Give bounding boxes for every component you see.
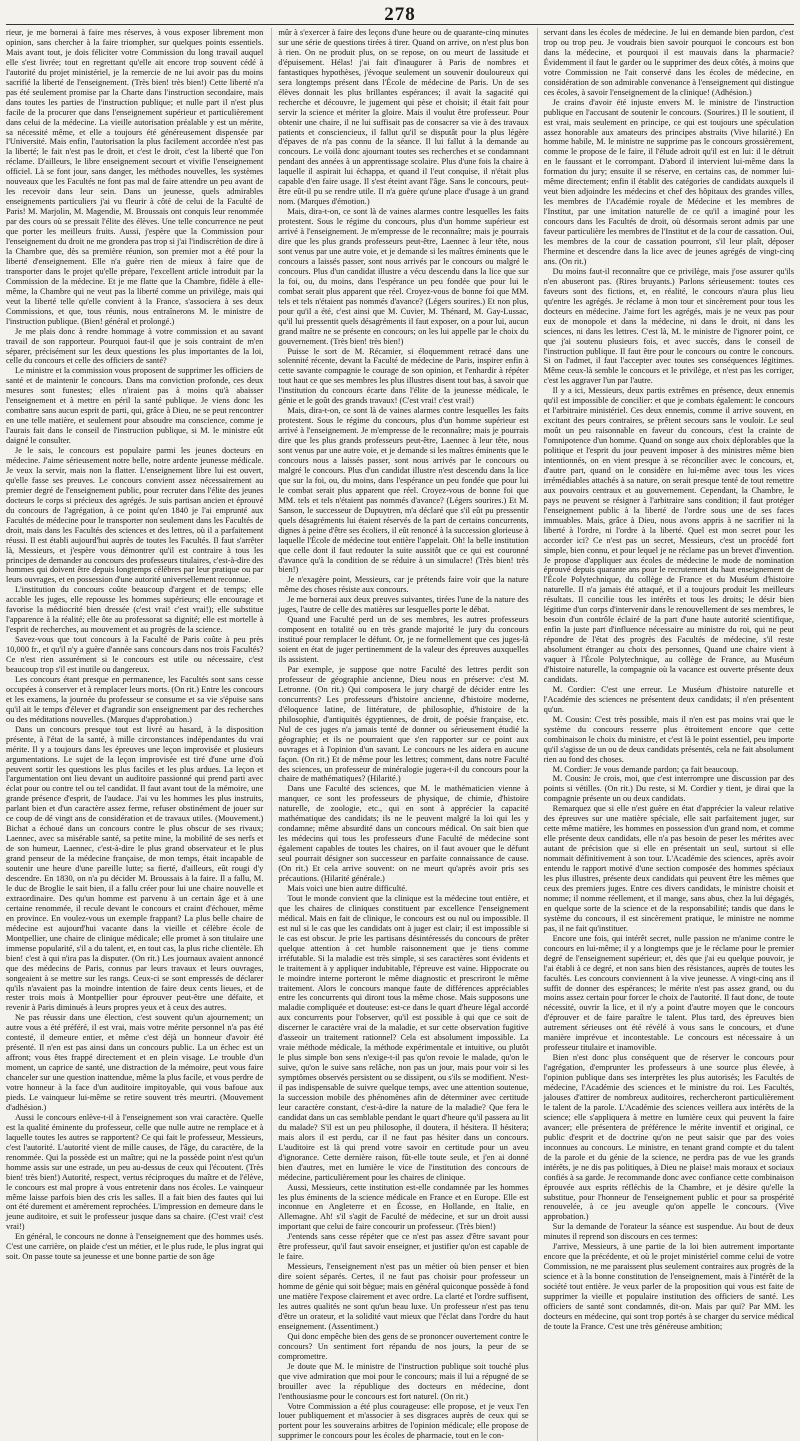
- paragraph: M. Cordier: C'est une erreur. Le Muséum d'histoire naturelle et l'Académie des sciences ne présentent deux candidats; il n'en présentent qu'un.: [543, 684, 794, 714]
- paragraph: Je le sais, le concours est populaire parmi les jeunes docteurs en médecine. J'aime sérieusement notre belle, notre ardente jeunesse médicale. Je veux la servir, mais non la flatter. L'enseignement libre lui est ouvert, qu'elle fasse ses preuves. Le concours convient assez nécessairement au premier degré de l'enseignement public, pour recruter dans l'élite des jeunes docteurs le corps si précieux des agrégés. Je suis partisan ancien et éprouvé du concours de l'agrégation, à ce point qu'en 1840 je l'ai emprunté aux Facultés de médecine pour le transporter non seulement dans les Facultés de droit, mais dans les Facultés des sciences et des lettres, où il a parfaitement réussi. Il est établi aujourd'hui auprès de toutes les Facultés. Il faut s'arrêter là, Messieurs, et j'espère vous démontrer qu'il est contraire à tous les principes de demander au concours des professeurs titulaires, c'est-à-dire des hommes qui doivent être depuis longtemps célèbres par leur pratique ou par leurs ouvrages, et en possession d'une autorité universellement reconnue.: [6, 446, 264, 585]
- paragraph: Messieurs, l'enseignement n'est pas un métier où bien penser et bien dire soient séparés. Certes, il ne faut pas choisir pour professeur un homme de génie qui soit bègue; mais en général quiconque possède à fond une matière l'expose clairement et avec ordre. La clarté et l'ordre suffisent, les autres qualités ne sont qu'un beau luxe. Un professeur n'est pas tenu d'être un orateur, et la solidité vaut mieux que l'éclat dans l'ordre du haut enseignement. (Assentiment.): [278, 1262, 529, 1331]
- paragraph: Du moins faut-il reconnaître que ce privilège, mais j'ose assurer qu'ils n'en abuseront pas. (Rires bruyants.) Parlons sérieusement: toutes ces faveurs sont des fictions, et, en réalité, le concours n'aura plus lieu qu'entre les agrégés. Je réclame à mon tour et sincèrement pour tous les docteurs en médecine. J'aime fort les agrégés, mais je ne veux pas pour eux de monopole et dans la médecine, ni dans le droit, ni dans les sciences, ni dans les lettres. C'est là, M. le ministre de l'ignorer point, ce que j'ai soutenu plusieurs fois, et avec succès, dans le conseil de l'instruction publique. Il faut être pour le concours ou contre le concours. Si on l'admet, il faut l'accepter avec toutes ses conséquences légitimes. Même ceux-là semble le concours et le privilège, et n'est pas les corriger, c'est les aggraver l'un par l'autre.: [543, 266, 794, 386]
- paragraph: Dans un concours presque tout est livré au hasard, à la disposition présente, à l'état de la santé, à mille circonstances indépendantes du vrai mérite. Il y a toujours dans les épreuves une leçon improvisée et plusieurs argumentations. Le sujet de la leçon improvisée est tiré d'une urne d'où peuvent sortir les questions les plus faciles et les plus ardues. La leçon et l'argumentation ont lieu devant un auditoire passionné qui prend parti avec éclat pour ou contre tel ou tel candidat. Il faut avant tout de la mémoire, une grande présence d'esprit, de l'audace. J'ai vu les hommes les plus instruits, parlant bien et d'un caractère assez ferme, refuser obstinément de jouer sur ce coup de dé vingt ans de considération et de travaux utiles. (Mouvement.) Bichat a échoué dans un concours contre le plus obscur de ses rivaux; Laennec, avec sa misérable santé, sa petite mine, la mobilité de ses nerfs et de son humeur, Laennec, c'est-à-dire le plus grand observateur et le plus grand penseur de la médecine française, de mon temps, était incapable de soutenir une heure d'une pareille lutte; sa fierté, d'ailleurs, eût rougi d'y descendre. En 1830, on n'a pu décider M. Broussais à la faire. Il a fallu, M. le duc de Broglie le sait bien, il a fallu créer pour lui une chaire nouvelle et extraordinaire. Des qu'un homme est parvenu à un certain âge et à une certaine renommée, il recule devant le concours et craint d'échouer, même en province. En voulez-vous un exemple frappant? La plus belle chaire de médecine est aujourd'hui vacante dans la vieille et célèbre école de Montpellier, une chaire de clinique médicale; elle promet à son titulaire une immense popularité, s'il a du talent, et, en tout cas, la plus riche clientèle. Eh bien! c'est à qui n'ira pas la disputer. (On rit.) Les journaux avaient annoncé que des médecins de Paris, connus par leurs travaux et leurs ouvrages, songeaient à se mettre sur les rangs. Ceux-ci se sont empressés de déclarer qu'ils n'avaient pas la moindre intention de faire deux cents lieues, et de rester trois mois à Montpellier pour éprouver peut-être une défaite, et revenir à Paris diminués à leurs propres yeux et à ceux des autres.: [6, 724, 264, 1013]
- paragraph: Qui donc empêche bien des gens de se prononcer ouvertement contre le concours? Un sentiment fort répandu de nos jours, la peur de se compromettre.: [278, 1331, 529, 1361]
- text-columns: [6, 28, 794, 1441]
- paragraph: En général, le concours ne donne à l'enseignement que des hommes usés. C'est une carrière, on plaide c'est un métier, et le plus rude, le plus ingrat qui soit. On passe toute sa jeunesse et une bonne partie de son âge: [6, 1232, 264, 1262]
- paragraph: Ne pas réussir dans une élection, c'est souvent qu'un ajournement; un autre vous a été préféré, il est vrai, mais votre mérite personnel n'a pas été contesté, il demeure entier, et même c'est déjà un honneur d'avoir été présenté. Il n'en est pas ainsi dans un concours public. La un échec est un affront; vous êtes frappé directement et en plein visage. Le trouble d'un moment, un caprice de santé, une distraction de la mémoire, peut vous faire chanceler sur une question inattendue, même la plus facile, et vous perdre de votre honneur à la face d'un auditoire impitoyable, qui vous bafoue aux pieds. Le vainqueur lui-même se retire souvent très meurtri. (Mouvement d'adhésion.): [6, 1013, 264, 1112]
- paragraph: Mais, dira-t-on, ce sont là de vaines alarmes contre lesquelles les faits protestent. Sous le régime du concours, plus d'un homme supérieur est arrivé à l'enseignement. Je m'empresse de le reconnaître; mais je pourrais dire que les plus grands professeurs peut-être, Laennec à leur tête, nous sont venus par une autre voie, et je demande si les maîtres éminents que le concours a laissés passer, sont nous arrivés par le concours ou malgré le concours. Plus d'un candidat illustre a vécu descendu dans la lice que sur la foi, ou, du moins, dans l'espérance un peu fondée que pour lui le combat serait plus apparent que réel. Croyez-vous de bonne foi que MM. tels et tels n'étaient pas nommés d'avance? (Légers sourires.) Et non plus, pour qu'il a été, c'est ainsi que M. Cuvier, M. Thénard, M. Gay-Lussac, qu'il lui pressentit quels désagréments il faut exposer, on a pour lui, aucun grand maître ne se présente en concours; on les lui appelle par le choix du gouvernement. (Très bien! très bien!): [278, 207, 529, 346]
- paragraph: Savez-vous que tout concours à la Faculté de Paris coûte à peu près 10,000 fr., et qu'il n'y a guère d'année sans concours dans nos trois Facultés? Ce n'est rien assurément si le concours est utile ou nécessaire, c'est beaucoup trop s'il est inutile ou dangereux.: [6, 635, 264, 674]
- paragraph: Aussi, Messieurs, cette institution est-elle condamnée par les hommes les plus éminents de la science médicale en France et en Europe. Elle est inconnue en Angleterre et en Écosse, en Hollande, en Italie, en Allemagne. Ah! s'il s'agit de Faculté de médecine, et sur un droit aussi important que celui de faire concourir un professeur. (Très bien!): [278, 1182, 529, 1232]
- paragraph: Tout le monde convient que la clinique est la médecine tout entière, et que les chaires de cliniques constituent par excellence l'enseignement médical. Mais en fait de clinique, le concours est ou nul ou impossible. Il est nul si le cas que les candidats ont à juger est clair; il est impossible si le cas est obscur. Je prie les partisans désintéressés du concours de prêter quelque attention à cet humble raisonnement que je tiens comme irréfutable. Si la maladie est très simple, si ses caractères sont évidents et le traitement à y appliquer indubitable, l'épreuve est vaine. Hippocrate ou le moindre interne porteront le même diagnostic et prescriront le même traitement. Alors le concours manque faute de différences appréciables entre les concurrents qui diront tous la même chose. Mais supposons une maladie compliquée et douteuse: est-ce dans le quart d'heure légal accordé aux concurrents pour l'observer, qu'il est possible à qui que ce soit de discerner le caractère vrai de la maladie, et sur cette observation fugitive d'asseoir un traitement rationnel? Cela est absolument impossible. La vraie méthode médicale, la méthode expérimentale et intuitive, ou plutôt le plus simple bon sens n'exige-t-il pas qu'on revoie le malade, qu'on le suive, qu'on le suive sans relâche, non pas un jour, mais pour voir si les symptômes observés persistent ou se dissipent, ou s'ils se modifient. N'est-il pas indispensable de suivre quelque temps, avec une attention soutenue, la succession mobile des phénomènes afin de déterminer avec certitude leur caractère constant, c'est-à-dire la nature de la maladie? Que fera le candidat dans un cas semblable pendant le quart d'heure qu'il passera au lit du malade? S'il est un peu philosophe, il doutera, il hésitera. Il hésitera; mais alors il est perdu, car il ne faut pas hésiter dans un concours. L'auditoire est là qui prend votre savoir en certitude pour un aveu d'ignorance. Cette dernière raison, fût-elle toute seule, et j'en ai donné bien d'autres, met en lumière le vice de l'institution des concours de médecine, particulièrement pour les chaires de clinique.: [278, 893, 529, 1182]
- header-rule: [6, 24, 794, 25]
- paragraph: Puisse le sort de M. Récamier, si éloquemment retracé dans une solennité récente, devant la Faculté de médecine de Paris, inspirer enfin à cette savante compagnie le courage de son opinion, et l'enhardir à répéter tout haut ce que ses membres les plus illustres disent tout bas, à savoir que l'institution du concours écarte dans l'élite de la jeunesse médicale, le génie et le goût des grands travaux! (C'est vrai! c'est vrai!): [278, 346, 529, 406]
- paragraph: Par exemple, je suppose que notre Faculté des lettres perdit son professeur de géographie ancienne, Dieu nous en préserve: c'est M. Letronne. (On rit.) Qui composera le jury chargé de décider entre les concurrents? Les professeurs d'histoire ancienne, d'histoire moderne, d'éloquence latine, de littérature, de philosophie, d'histoire de la philosophie, d'antiquités égyptiennes, de droit, de poésie française, etc. Nul de ces juges n'a jamais tenté de donner ou sérieusement étudié la géographie; et ils ne pourraient que s'en rapporter sur ce point aux ouvrages et à l'opinion d'un savant. Le concours ne les aidera en aucune façon. (On rit.) Et de même pour les lettres; comment, dans notre Faculté des sciences, un professeur de minéralogie jugera-t-il du concours pour la chaire de mathématiques? (Hilarité.): [278, 665, 529, 784]
- paragraph: Je doute que M. le ministre de l'instruction publique soit touché plus que vive admiration que moi pour le concours; mais il lui a répugné de se brouiller avec la république des docteurs en médecine, dont l'enthousiasme pour le concours est fort naturel. (On rit.): [278, 1361, 529, 1401]
- paragraph: Encore une fois, qui intérêt secret, nulle passion ne m'anime contre le concours en lui-même; il y a longtemps que je le réclame pour le premier degré de l'enseignement supérieur; et, dès que j'ai eu quelque pouvoir, je l'ai établi à ce degré, et non sans bien des résistances, auprès de toutes les facultés. Les concours conviennent à la vive jeunesse. A vingt-cinq ans il suffit de donner des espérances; le mérite n'est pas assez grand, ou du moins assez certain pour forcer le choix de l'autorité. Il faut donc, de toute nécessité, ouvrir la lice, et il n'y a point d'autre moyen que le concours d'éprouver et de faire paraître le talent. Plus tard, des épreuves bien autrement sérieuses ont été révélé à vous sans le concours, et d'une manière imprévue et incontestable. Le concours est nécessaire à un professeur titulaire et inamovible.: [543, 933, 794, 1053]
- paragraph: M. Cousin: Je crois, moi, que c'est interrompre une discussion par des points si vétilles. (On rit.) Du reste, si M. Cordier y tient, je dirai que la compagnie présente un ou deux candidats.: [543, 774, 794, 804]
- paragraph: Dans une Faculté des sciences, que M. le mathématicien vienne à manquer, ce sont les professeurs de physique, de chimie, d'histoire naturelle, de zoologie, etc., qui en sont à apprécier la capacité mathématique des candidats; ils ne le peuvent malgré la loi qui les y condamne; même absurdité dans un concours médical. On sait bien que les médecins qui tous les professeurs d'une Faculté de médecine sont également capables de toutes les chaires, on il faut avouer que le défunt seul pourrait désigner son successeur en parfaite connaissance de cause. (On rit.) Et cela arrive souvent: on ne meurt qu'après avoir pris ses précautions. (Hilarité générale.): [278, 784, 529, 884]
- paragraph: Quand une Faculté perd un de ses membres, les autres professeurs composent en totalité ou en très grande majorité le jury du concours institué pour remplacer le défunt. Or, je ne formellement que ces juges-là soient en état de juger pertinemment de la valeur des épreuves auxquelles ils assistent.: [278, 615, 529, 665]
- paragraph: Mais, dira-t-on, ce sont là de vaines alarmes contre lesquelles les faits protestent. Sous le régime du concours, plus d'un homme supérieur est arrivé à l'enseignement. Je m'empresse de le reconnaître; mais je pourrais dire que les plus grands professeurs peut-être, Laennec à leur tête, nous sont venus par une autre voie, et je demande si les maîtres éminents que le concours nous a laissés passer, sont nous arrivés par le concours ou malgré le concours. Plus d'un candidat illustre n'est descendu dans la lice que sur la foi, ou, du moins, dans l'espérance un peu fondée que pour lui le combat serait plus apparent que réel. Croyez-vous de bonne foi que MM. tels et tels n'étaient pas nommés d'avance? (Légers sourires.) Et M. Sanson, le successeur de Dupuytren, m'a déclaré que s'il eût pu pressentir quels désagréments lui étaient réservés de la part de certains concurrents, dignes à peine d'être ses écoliers, il eût renoncé à la succession glorieuse à laquelle l'École de médecine tout entière l'appelait. Oh! la belle institution que celle dont il faut redouter la suite aussitôt que ce qui est couronné d'avance qu'à la condition de se réduire à un simulacre! (Très bien! très bien!): [278, 406, 529, 575]
- column-left: [6, 28, 263, 1441]
- paragraph: M. Cordier: Je vous demande pardon; ça fait beaucoup.: [552, 764, 739, 774]
- paragraph: Je me plais donc à rendre hommage à votre commission et au savant travail de son rapporteur. Pourquoi faut-il que je sois contraint de m'en séparer, précisément sur les deux questions les plus importantes de la loi, celle du concours et celle des officiers de santé?: [6, 326, 264, 366]
- paragraph: Votre Commission a été plus courageuse: elle propose, et je veux l'en louer publiquement et m'associer à ses disgraces auprès de ceux qui se portent pour les souverains arbitres de l'opinion médicale; elle propose de supprimer le concours pour les écoles de pharmacie, tout en le con-: [278, 1401, 529, 1441]
- paragraph: Il y a ici, Messieurs, deux partis extrêmes en présence, deux ennemis qu'il est impossible de concilier: et que je combats également: le concours et l'arbitraire ministériel. Ces deux ennemis, comme il arrive souvent, en excitant des peurs contraires, se prêtent secours sans le vouloir. Le seul moût un peu raisonnable en faveur du concours, c'est la crainte de l'omnipotence d'un homme. Quand on songe aux choix déplorables que la politique et l'esprit du jour peuvent imposer à des ministres même bien intentionnés, on en vient presque à se réconcilier avec le concours, et, d'autre part, quand on le considère en lui-même avec tous les vices irrémédiables attachés à sa nature, on serait presque tenté de tout remettre aux pouvoirs centraux et au gouvernement. Cependant, la Chambre, le pays ne peuvent se résigner à l'arbitraire sans condition; il faut protéger l'enseignement public à la liberté de l'ordre sous une de ses faces immuables. Mais, grâce à Dieu, nous avons appris à ne sacrifier ni la liberté à l'ordre, ni l'ordre à la liberté. Quel est mon secret pour les accorder ici? Ce n'est pas un secret, Messieurs, c'est un procédé fort simple, bien connu, et pour lequel je ne réclame pas un brevet d'invention. Je propose d'appliquer aux écoles de médecine le mode de nomination éprouvé depuis quarante ans pour le recrutement du haut enseignement de l'École Polytechnique, du collège de France et du Muséum d'histoire naturelle. Il n'a jamais été attaqué, et il a toujours produit les meilleurs résultats. Il concilie tous les intérêts et tous les droits; le désir bien légitime d'un corps d'intervenir dans le renouvellement de ses membres, le besoin d'un contrôle éclairé de la part d'une haute autorité scientifique, enfin la juste part d'influence nécessaire au ministre du roi, qui ne peut répondre de l'état des progrès des Facultés de médecine, s'il reste absolument étranger au choix des personnes, Quand une chaire vient à vaquer à l'École Polytechnique, au collège de France, au Muséum d'histoire naturelle, la compagnie où la vacance est ouverte présente deux candidats.: [543, 386, 794, 684]
- paragraph: Les concours étant presque en permanence, les Facultés sont sans cesse occupées à conserver et à remplacer leurs morts. (On rit.) Entre les concours et les examens, la journée du professeur se consume et sa vie s'épuise sans qu'il ait le temps d'élever et d'agrandir son enseignement par des recherches ou des méditations nouvelles. (Marques d'approbation.): [6, 674, 264, 724]
- paragraph: L'institution du concours coûte beaucoup d'argent et de temps; elle accable les juges, elle repousse les hommes supérieurs; elle encourage et favorise la médiocrité bien dressée (c'est vrai! c'est vrai!); elle substitue l'apparence à la réalité; elle ôte au professorat sa dignité; elle est mortelle à l'esprit de recherches, au mouvement et au progrès de la science.: [6, 585, 264, 635]
- paragraph: Mais voici une bien autre difficulté.: [287, 883, 408, 893]
- paragraph: Remarquez que si elle n'est guère en état d'apprécier la valeur relative des épreuves sur une matière spéciale, elle sait parfaitement juger, sur cette même matière, les hommes en possession d'un grand nom, et comme elle présente deux candidats, elle n'a pas besoin de peser les mérites avec autant de précision que si elle en présentait un seul, surtout si elle nommait définitivement à son tour. L'Académie des sciences, après avoir entendu le rapport motivé d'une section composée des hommes spéciaux les plus illustres, présente deux candidats qui peuvent être les mêmes que ceux des premiers juges. Entre ces divers candidats, le ministre choisit et nomme; il nomme réellement, et il mange, sans abus, chez la lui dégagés, en quelque sorte de la science et de la responsabilité; tandis que dans le système du concours, il est sincèrement pratique, le ministre ne nomme pas, il ne fait qu'instituer.: [543, 804, 794, 933]
- paragraph: Je n'exagère point, Messieurs, car je prétends faire voir que la nature même des choses résiste aux concours.: [278, 575, 529, 595]
- paragraph: Aussi le concours enlève-t-il à l'enseignement son vrai caractère. Quelle est la qualité éminente du professeur, celle que nulle autre ne remplace et à laquelle toutes les autres se rapportent? Ce qui fait le professeur, Messieurs, c'est l'autorité. L'autorité vient de mille causes, de l'âge, du caractère, de la renommée. Qui la possède est un maître; qui ne la possède point n'est qu'un homme assis sur une estrade, un peu au-dessus de ceux qui l'écoutent. (Très bien! très bien!) Autorité, respect, vertus réciproques du maître et de l'élève, le concours est mal propre à vous entretenir dans nos écoles. Le vainqueur même laisse parfois bien des cris les salles. Il a fait bien des fautes qui lui ont été durement et amèrement reprochées. L'impression en demeure dans le jeune auditoire, et suit le professeur jusque dans sa chaire. (C'est vrai! c'est vrai!): [6, 1112, 264, 1232]
- paragraph: Le ministre et la commission vous proposent de supprimer les officiers de santé et de maintenir le concours. Dans ma conviction profonde, ces deux mesures sont funestes; elles n'iraient pas à moins qu'à abaisser l'enseignement et à mettre en péril la santé publique. Je viens donc les combattre sans aucun esprit de parti, qui, grâce à Dieu, ne se peut rencontrer en une telle matière, et seulement pour absoudre ma conscience, comme je l'aurais fait dans le conseil de l'instruction publique, si M. le ministre eût daigné le consulter.: [6, 366, 264, 446]
- page-header: [6, 4, 794, 26]
- paragraph: M. Cousin: C'est très possible, mais il n'en est pas moins vrai que le système du concours resserre plus étroitement encore que cette combinaison le choix du ministre, et c'est là le point essentiel, peu importe qu'il s'agisse de un ou de deux candidats présentés, cela ne fait absolument rien au fond des choses.: [543, 714, 794, 764]
- paragraph: servant dans les écoles de médecine. Je lui en demande bien pardon, c'est trop ou trop peu. Je voudrais bien savoir pourquoi le concours est bon dans la médecine, et pourquoi il est mauvais dans la pharmacie? Évidemment il faut le garder ou le supprimer des deux côtés, à moins que votre Commission ne l'ait conservé dans les écoles de médecine, en considération de son admirable convenance à l'enseignement qui distingue ces écoles, à savoir l'enseignement de la clinique! (Adhésion.): [543, 28, 794, 97]
- page-number: 278: [384, 4, 416, 25]
- paragraph: Sur la demande de l'orateur la séance est suspendue. Au bout de deux minutes il reprend son discours en ces termes:: [543, 1222, 794, 1242]
- paragraph: J'entends sans cesse répéter que ce n'est pas assez d'être savant pour être professeur, qu'il faut savoir enseigner, et justifier qu'on est capable de le faire.: [278, 1232, 529, 1262]
- paragraph: Je me bornerai aux deux preuves suivantes, tirées l'une de la nature des juges, l'autre de celle des matières sur lesquelles porte le débat.: [278, 595, 529, 615]
- column-middle: [271, 28, 528, 1441]
- paragraph: J'arrive, Messieurs, à une partie de la loi bien autrement importante encore que la précédente, et où le projet ministériel comme celui de votre Commission, ne me paraissent plus seulement contraires aux progrès de la science et à la bonne constitution de l'enseignement, mais à l'intérêt de la société tout entière. Je veux parler de la proposition qui vous est faite de supprimer la vieille et populaire institution des officiers de santé. Les officiers de santé sont condamnés, dit-on. Mais par qui? Par MM. les docteurs en médecine, qui sont trop portés à se charger du service médical de toute la France. C'est une très généreuse ambition;: [543, 1242, 794, 1331]
- paragraph: Je crains d'avoir été injuste envers M. le ministre de l'instruction publique en l'accusant de soutenir le concours. (Sourires.) Il le soutient, il est vrai, mais seulement en principe, ce qui est toujours une spéculation assez honorable aux amateurs des principes abstraits (Vive hilarité.) En homme habile, M. le ministre ne supprime pas le concours grossièrement, comme le propose de le faire, il l'élude adroit qu'il est en lui: il le détruit en le faussant et le corrompant. D'abord il intervient lui-même dans la formation du jury; ensuite il se réserve, en certains cas, de nommer lui-même directement; enfin il établit des catégories de candidats auxquels il veut bien adjoindre les médecins et chef des hôpitaux des grandes villes, les membres de l'Académie royale de Médecine et les membres de l'Institut, par une imitation naturelle de ce qu'il a imaginé pour les concours dans les Facultés de droit, où désormais seront admis par une faveur particulière les membres de l'Institut et de la cour de cassation. Oui, les membres de la cour de cassation pourront, s'il leur plaît, déposer l'hermine et descendre dans la lice avec de jeunes agrégés de vingt-cinq ans. (On rit.): [543, 97, 794, 266]
- paragraph: Bien n'est donc plus conséquent que de réserver le concours pour l'agrégation, d'emprunter les professeurs à une source plus élevée, à l'opinion publique dans ses interprètes les plus autorisés; les Facultés de médecine, l'Académie des sciences et le ministre du roi. Les Facultés, jalouses d'attirer de nombreux auditoires, rechercheront particulièrement le talent de la parole. L'Académie des sciences veillera aux intérêts de la science; elle s'appliquera à mettre en lumière ceux qui peuvent la faire avancer; elle présentera de préférence le mérite inventif et original, ce public d'esprit et de doctrine qu'on ne peut saisir que par des voies inconnues au concours. Le ministre, en tenant grand compte et du talent de la parole et du génie de la science, ne perdra pas de vue les grands intérêts, je ne dis pas politiques, à Dieu ne plaise! mais moraux et sociaux confiés à sa garde. Je recommande donc avec confiance cette combinaison éprouvée aux esprits réfléchis de la Chambre, et je désire qu'elle la substitue, pour l'honneur de l'enseignement public et pour sa prospérité renouvelée, à ce jeu aveugle qu'on appelle le concours. (Vive approbation.): [543, 1053, 794, 1222]
- paragraph: rieur, je me bornerai à faire mes réserves, à vous exposer librement mon opinion, sans chercher à la faire triompher, sur quelques points essentiels. Mais avant tout, je dois féliciter votre Commission du long travail auquel elle s'est livrée; tout en regrettant qu'elle ait encore trop souvent cédé à l'autorité du projet ministériel, je la remercie de ne lui avoir pas du moins sacrifié la liberté de l'enseignement. (Très bien! très bien!) Cette liberté n'a pas été seulement promise par la Charte dans l'instruction secondaire, mais dans toutes les parties de l'instruction publique; et nulle part il n'est plus facile de la procurer que dans l'enseignement supérieur et particulièrement dans celui de la médecine. La vieille autorisation préalable y est un mérite, sa nécessité même, et elle a toujours été généreusement dispensée par l'Université. Mais enfin, l'autorisation la plus facilement accordée n'est pas la liberté; le fait n'est pas le droit, et c'est le droit, c'est la liberté que l'on réclame. D'ailleurs, le libre enseignement secourt et vivifie l'enseignement officiel. Là se font jour, sans danger, les méthodes nouvelles, les systèmes nouveaux que les Facultés ne font pas mal de faire attendre un peu avant de les recevoir dans leur sein. Dans un jeunesse, quels admirables enseignements particuliers j'ai vu fleurir à côté de celui de la Faculté de Paris! M. Marjolin, M. Magendie, M. Broussais ont conquis leur renommée par des cours où se pressait l'élite des élèves. Une telle concurrence ne peut que porter les meilleurs fruits. Aussi, j'espère que la Commission pour l'enseignement du droit ne me grondera pas trop si j'ai l'indiscrétion de dire à la Chambre que, dès sa première réunion, son premier mot a été pour la liberté d'enseignement. Elle n'a guère rien de mieux à faire que de transporter dans le projet qu'elle prépare, l'excellent article introduit par la Commission de la médecine. Et je me flatte que la Chambre, fidèle à elle-même, la Chambre qui ne veut pas la liberté comme un privilège, mais qui veut la liberté telle qu'elle convient à la France, s'associera à ses deux Commissions, et que, tous réunis, nous entraînerons M. le ministre de l'instruction publique. (Bien! général et prolongé.): [6, 28, 264, 326]
- paragraph: mûr à s'exercer à faire des leçons d'une heure ou de quarante-cinq minutes sur une série de questions tirées à tirer. Quand on arrive, on n'est plus bon à rien. On ne produit plus, on se repose, on ou meurt de lassitude et d'épuisement. Hélas! j'ai fait d'inaugurer à Paris de nombres et fantastiques hypothèses, j'évoque seulement un souvenir douloureux qui sera longtemps présent dans l'École de médecine de Paris. Un de ses élèves donnait les plus brillantes espérances; il avait la sagacité qui recherche et découvre, le jugement qui pèse et choisit; il était fait pour servir la science et mériter la gloire. Mais il voulut être professeur. Pour obtenir une chaire, il ne lui suffisait pas de consacrer sa vie à des travaux patients et consciencieux, il fallut qu'il se disputât pour la plus légère d'épaves de n'a pas connu de la séance. Il lui fallut à la demande au concours. Le voilà donc ajournant toutes ses recherches et se condamnant pendant des années à un apprentissage scolaire. Plus d'une fois la chaire à laquelle il aspirait lui échappa, et quand il l'eut conquise, il n'était plus capable d'en faire usage. Il s'est éteint avant l'âge. Sans le concours, peut-être eût-il pu se rendre utile. Il n'a guère qu'une place d'usage à un grand nom. (Marques d'émotion.): [278, 28, 529, 207]
- column-right: [537, 28, 794, 1441]
